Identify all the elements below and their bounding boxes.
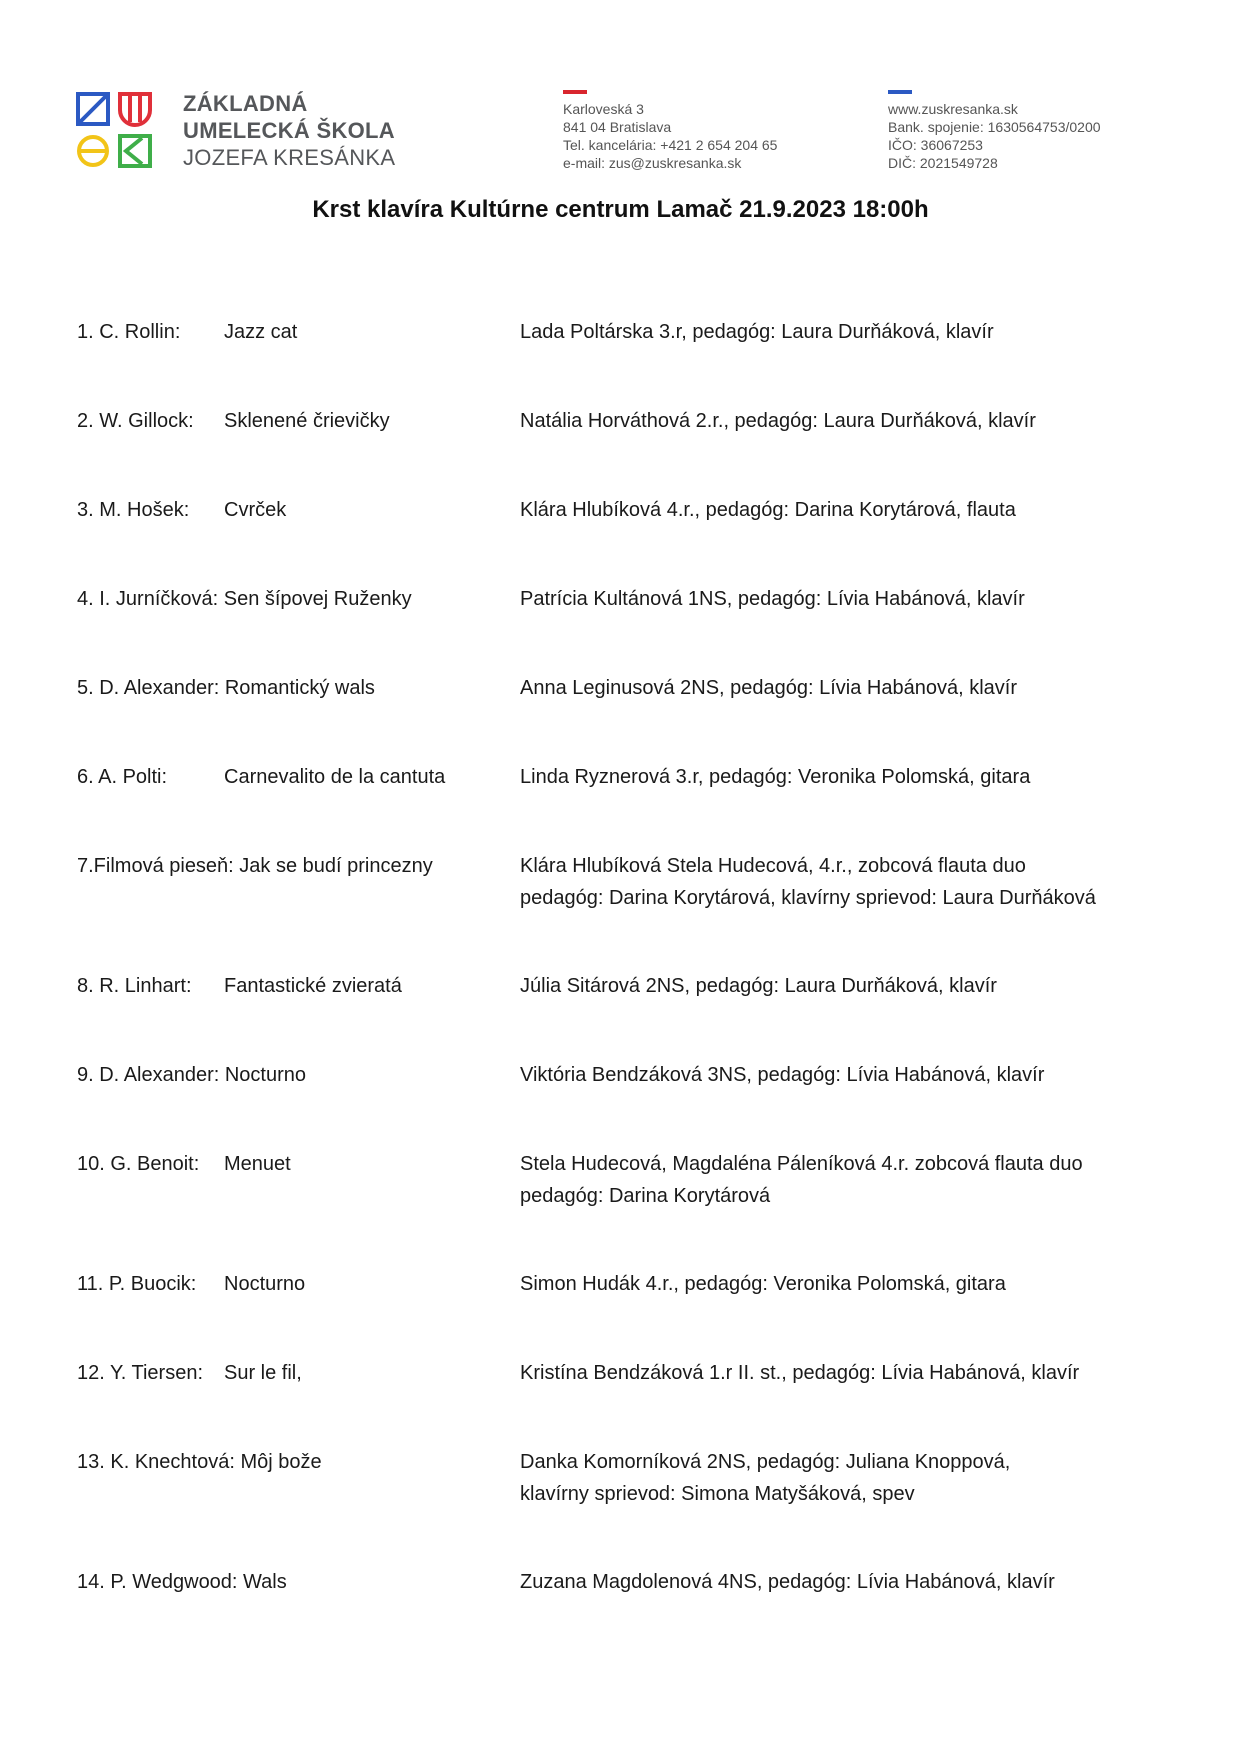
program-item-performer — [520, 405, 1036, 437]
address-block — [563, 100, 777, 172]
program-item-performer — [520, 1059, 1044, 1091]
performer-line: Natália Horváthová 2.r., pedagóg: Laura Durňáková, klavír — [520, 410, 1036, 432]
program-item-composer: 7.Filmová pieseň: Jak se budí princezny — [77, 855, 433, 877]
dic-line: DIČ: 2021549728 — [888, 155, 998, 171]
performer-line: Linda Ryznerová 3.r, pedagóg: Veronika Polomská, gitara — [520, 766, 1031, 788]
school-name-line3: JOZEFA KRESÁNKA — [183, 145, 396, 170]
program-item-performer — [520, 316, 994, 348]
performer-line: Lada Poltárska 3.r, pedagóg: Laura Durňáková, klavír — [520, 321, 994, 343]
performer-line: Danka Komorníková 2NS, pedagóg: Juliana Knoppová, — [520, 1451, 1011, 1473]
performer-line: Kristína Bendzáková 1.r II. st., pedagóg: Lívia Habánová, klavír — [520, 1362, 1080, 1384]
program-item-performer — [520, 672, 1017, 704]
performer-line: pedagóg: Darina Korytárová, klavírny sprievod: Laura Durňáková — [520, 887, 1096, 909]
program-item-performer — [520, 1566, 1055, 1598]
program-item-piece: Nocturno — [224, 1273, 306, 1295]
address-line: Karloveská 3 — [563, 101, 644, 117]
program-item-composer: 8. R. Linhart: — [77, 975, 192, 997]
program-item-performer — [520, 1268, 1006, 1300]
program-item-composer: 6. A. Polti: — [77, 766, 168, 788]
school-name-line2: UMELECKÁ ŠKOLA — [183, 118, 395, 143]
performer-line: Anna Leginusová 2NS, pedagóg: Lívia Habánová, klavír — [520, 677, 1018, 699]
program-item-composer: 5. D. Alexander: Romantický wals — [77, 677, 375, 699]
program-item-performer — [520, 850, 1096, 914]
program-item-composer: 3. M. Hošek: — [77, 499, 190, 521]
program-item-piece: Jazz cat — [224, 321, 298, 343]
address-line: 841 04 Bratislava — [563, 119, 672, 135]
page-title: Krst klavíra Kultúrne centrum Lamač 21.9.2023 18:00h — [312, 196, 929, 223]
school-logo-icon — [76, 92, 152, 168]
website-line: www.zuskresanka.sk — [888, 101, 1018, 117]
program-item-performer — [520, 970, 997, 1002]
performer-line: Júlia Sitárová 2NS, pedagóg: Laura Durňáková, klavír — [520, 975, 997, 997]
bank-accent-bar — [888, 90, 912, 94]
performer-line: pedagóg: Darina Korytárová — [520, 1185, 771, 1207]
bank-block — [888, 100, 1101, 172]
performer-line: Klára Hlubíková 4.r., pedagóg: Darina Korytárová, flauta — [520, 499, 1016, 521]
program-item-piece: Sklenené črievičky — [224, 410, 390, 432]
program-item-performer — [520, 1357, 1079, 1389]
program-item-composer: 11. P. Buocik: — [77, 1273, 197, 1295]
school-name-line1: ZÁKLADNÁ — [183, 91, 308, 116]
email-line: e-mail: zus@zuskresanka.sk — [563, 155, 742, 171]
program-item-composer: 14. P. Wedgwood: Wals — [77, 1571, 287, 1593]
program-item-performer — [520, 1446, 1010, 1510]
program-item-performer — [520, 583, 1025, 615]
program-item-composer: 4. I. Jurníčková: Sen šípovej Ruženky — [77, 588, 412, 610]
program-item-piece: Fantastické zvieratá — [224, 975, 402, 997]
performer-line: Simon Hudák 4.r., pedagóg: Veronika Polomská, gitara — [520, 1273, 1006, 1295]
performer-line: Viktória Bendzáková 3NS, pedagóg: Lívia Habánová, klavír — [520, 1064, 1045, 1086]
program-item-composer: 13. K. Knechtová: Môj bože — [77, 1451, 322, 1473]
program-item-composer: 2. W. Gillock: — [77, 410, 194, 432]
program-item-composer: 9. D. Alexander: Nocturno — [77, 1064, 307, 1086]
program-item-composer: 12. Y. Tiersen: — [77, 1362, 204, 1384]
ico-line: IČO: 36067253 — [888, 137, 983, 153]
program-item-piece: Carnevalito de la cantuta — [224, 766, 446, 788]
performer-line: Stela Hudecová, Magdaléna Páleníková 4.r. zobcová flauta duo — [520, 1153, 1083, 1175]
address-accent-bar — [563, 90, 587, 94]
program-item-composer: 10. G. Benoit: — [77, 1153, 200, 1175]
performer-line: Patrícia Kultánová 1NS, pedagóg: Lívia Habánová, klavír — [520, 588, 1025, 610]
program-item-composer: 1. C. Rollin: — [77, 321, 181, 343]
performer-line: Zuzana Magdolenová 4NS, pedagóg: Lívia Habánová, klavír — [520, 1571, 1055, 1593]
performer-line: klavírny sprievod: Simona Matyšáková, spev — [520, 1483, 915, 1505]
performer-line: Klára Hlubíková Stela Hudecová, 4.r., zobcová flauta duo — [520, 855, 1026, 877]
program-item-piece: Menuet — [224, 1153, 291, 1175]
program-item-piece: Sur le fil, — [224, 1362, 302, 1384]
program-item-piece: Cvrček — [224, 499, 287, 521]
letterhead — [0, 0, 1241, 190]
school-name — [183, 90, 395, 171]
program-item-performer — [520, 1148, 1083, 1212]
program-item-performer — [520, 494, 1016, 526]
program-item-performer — [520, 761, 1030, 793]
phone-line: Tel. kancelária: +421 2 654 204 65 — [563, 137, 778, 153]
bank-line: Bank. spojenie: 1630564753/0200 — [888, 119, 1101, 135]
